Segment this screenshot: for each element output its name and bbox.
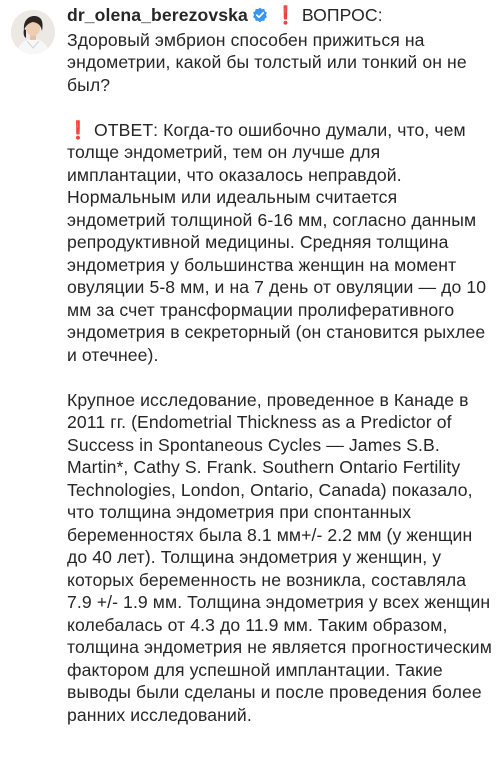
verified-badge-icon [252,6,268,29]
question-paragraph [67,4,493,96]
question-text: Здоровый эмбрион способен прижиться на эндометрии, какой бы толстый или тонкий он не был? [67,29,467,95]
answer-label: ОТВЕТ: [94,119,159,140]
study-paragraph: Крупное исследование, проведенное в Канаде в 2011 гг. (Endometrial Thickness as a Predictor of Success in Spontaneous Cycles — James S.B. Martin*, Cathy S. Frank. Southern Ontario Fertility Technologies, London, Ontario, Canada) показало, что толщина эндометрия при спонтанных беременностях была 8.1 мм+/- 2.2 мм (у женщин до 40 лет). Толщина эндометрия у женщин, у которых беременность не возникла, составляла 7.9 +/- 1.9 мм. Толщина эндометрия у всех женщин колебалась от 4.3 до 11.9 мм. Таким образом, толщина эндометрия не является прогностическим фактором для успешной имплантации. Такие выводы были сделаны и после проведения более ранних исследований. [67,389,492,725]
exclamation-icon: ❗ [274,5,297,25]
paragraph-spacer [67,366,493,389]
exclamation-icon: ❗ [67,119,90,140]
paragraph-spacer [67,96,493,119]
profile-photo [11,10,55,54]
question-label: ВОПРОС: [301,5,383,25]
answer-paragraph [67,119,493,367]
username-link[interactable]: dr_olena_berezovska [67,5,248,25]
avatar[interactable] [11,10,55,54]
post-caption [67,4,493,726]
answer-text: Когда-то ошибочно думали, что, чем толще эндометрий, тем он лучше для имплантации, что оказалось неправдой. Нормальным или идеальным считается эндометрий толщиной 6-16 мм, согласно данным репродуктивной медицины. Средняя толщина эндометрия у большинства женщин на момент овуляции 5-8 мм, и на 7 день от овуляции — до 10 мм за счет трансформации пролиферативного эндометрия в секреторный (он становится рыхлее и отечнее). [67,119,487,365]
